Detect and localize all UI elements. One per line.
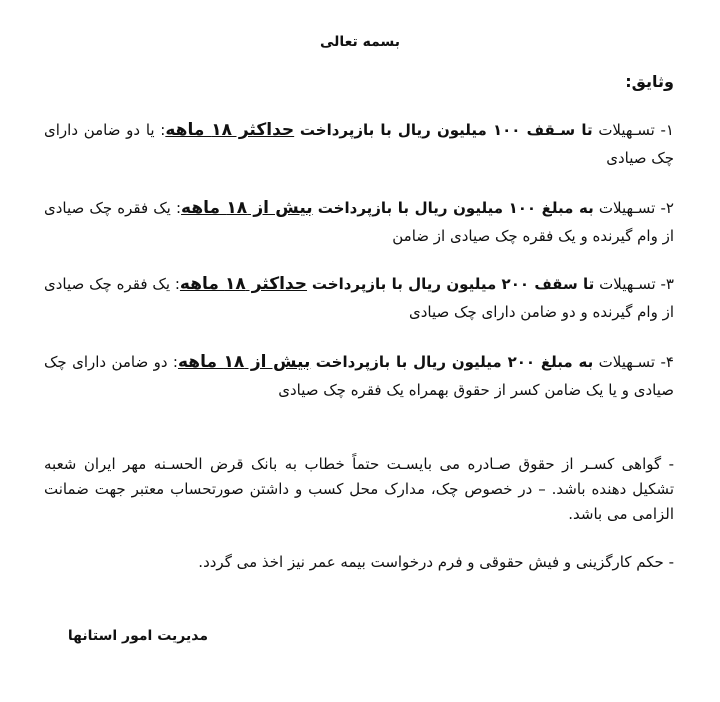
item-number: ۴- [660, 353, 674, 371]
documents-label: وثایق: [625, 72, 674, 91]
item-prefix: تسـهیلات [599, 275, 656, 293]
item-requirement: : یک فقره چک صیادی از وام گیرنده و یک فقره چک صیادی از ضامن [44, 199, 674, 245]
item-requirement: : یک فقره چک صیادی از وام گیرنده و دو ضامن دارای چک صیادی [44, 275, 674, 321]
note-salary-certificate: - گواهی کسـر از حقوق صـادره می بایسـت حتماً خطاب به بانک قرض الحسـنه مهر ایران شعبه تشکیل دهنده باشد. – در خصوص چک، مدارک محل کسب و داشتن صورتحساب معتبر جهت ضمانت الزامی می باشد. [44, 455, 674, 523]
item-prefix: تسـهیلات [598, 121, 655, 139]
item-condition: به مبلغ ۱۰۰ میلیون ریال با بازپرداخت [317, 199, 594, 217]
collateral-item-1 [44, 116, 674, 172]
item-condition: تا سـقف ۱۰۰ میلیون ریال با بازپرداخت [299, 121, 593, 139]
item-term-emphasis: حداکثر ۱۸ ماهه [179, 274, 308, 294]
collateral-item-3 [44, 270, 674, 326]
collateral-item-2 [44, 194, 674, 250]
note-employment-documents: - حکم کارگزینی و فیش حقوقی و فرم درخواست بیمه عمر نیز اخذ می گردد. [198, 553, 674, 571]
item-number: ۱- [660, 121, 674, 139]
item-term-emphasis: بیش از ۱۸ ماهه [178, 352, 311, 372]
item-condition: به مبلغ ۲۰۰ میلیون ریال با بازپرداخت [315, 353, 594, 371]
document-heading: بسمه تعالی [319, 34, 401, 50]
signature-department: مدیریت امور استانها [67, 628, 208, 644]
item-prefix: تسـهیلات [598, 199, 656, 217]
item-term-emphasis: حداکثر ۱۸ ماهه [165, 120, 295, 140]
item-requirement: : یا دو ضامن دارای چک صیادی [44, 121, 674, 167]
item-requirement: : دو ضامن دارای چک صیادی و یا یک ضامن کسر از حقوق بهمراه یک فقره چک صیادی [44, 353, 674, 399]
item-number: ۳- [660, 275, 674, 293]
collateral-item-4 [44, 348, 674, 404]
item-term-emphasis: بیش از ۱۸ ماهه [181, 198, 313, 218]
item-condition: تا سقف ۲۰۰ میلیون ریال با بازپرداخت [311, 275, 595, 293]
item-number: ۲- [660, 199, 674, 217]
item-prefix: تسـهیلات [598, 353, 656, 371]
